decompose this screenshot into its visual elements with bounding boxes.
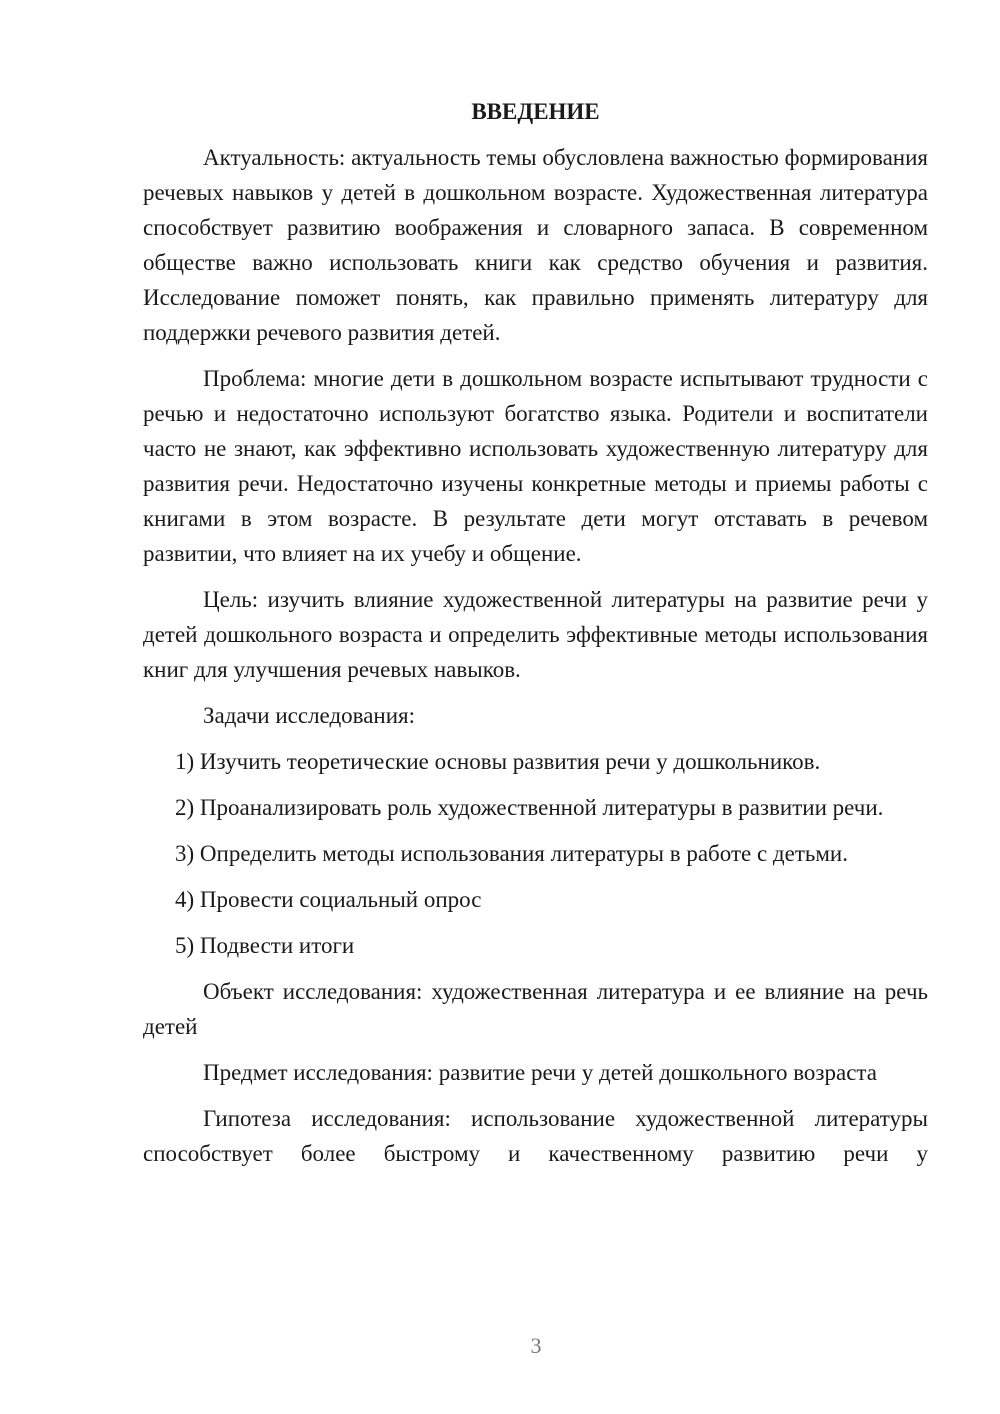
- object-paragraph: Объект исследования: художественная литература и ее влияние на речь детей: [143, 979, 928, 1039]
- section-title: ВВЕДЕНИЕ: [471, 99, 600, 124]
- task-item-3: 3) Определить методы использования литературы в работе с детьми.: [175, 841, 848, 866]
- tasks-heading: Задачи исследования:: [203, 703, 416, 728]
- task-item-4: 4) Провести социальный опрос: [175, 887, 482, 912]
- task-item-1: 1) Изучить теоретические основы развития речи у дошкольников.: [175, 749, 821, 774]
- subject-paragraph: Предмет исследования: развитие речи у детей дошкольного возраста: [203, 1060, 877, 1085]
- hypothesis-paragraph: Гипотеза исследования: использование художественной литературы способствует более быстрому и качественному развитию речи у: [143, 1106, 928, 1166]
- page-number: 3: [530, 1333, 542, 1358]
- goal-paragraph: Цель: изучить влияние художественной литературы на развитие речи у детей дошкольного возраста и определить эффективные методы использования книг для улучшения речевых навыков.: [143, 587, 928, 682]
- problem-paragraph: Проблема: многие дети в дошкольном возрасте испытывают трудности с речью и недостаточно используют богатство языка. Родители и воспитатели часто не знают, как эффективно использовать художественную литературу для развития речи. Недостаточно изучены конкретные методы и приемы работы с книгами в этом возрасте. В результате дети могут отставать в речевом развитии, что влияет на их учебу и общение.: [143, 366, 928, 566]
- task-item-5: 5) Подвести итоги: [175, 933, 355, 958]
- relevance-paragraph: Актуальность: актуальность темы обусловлена важностью формирования речевых навыков у детей в дошкольном возрасте. Художественная литература способствует развитию воображения и словарного запаса. В современном обществе важно использовать книги как средство обучения и развития. Исследование поможет понять, как правильно применять литературу для поддержки речевого развития детей.: [143, 145, 928, 345]
- page-content: [143, 94, 928, 1182]
- task-item-2: 2) Проанализировать роль художественной литературы в развитии речи.: [175, 795, 884, 820]
